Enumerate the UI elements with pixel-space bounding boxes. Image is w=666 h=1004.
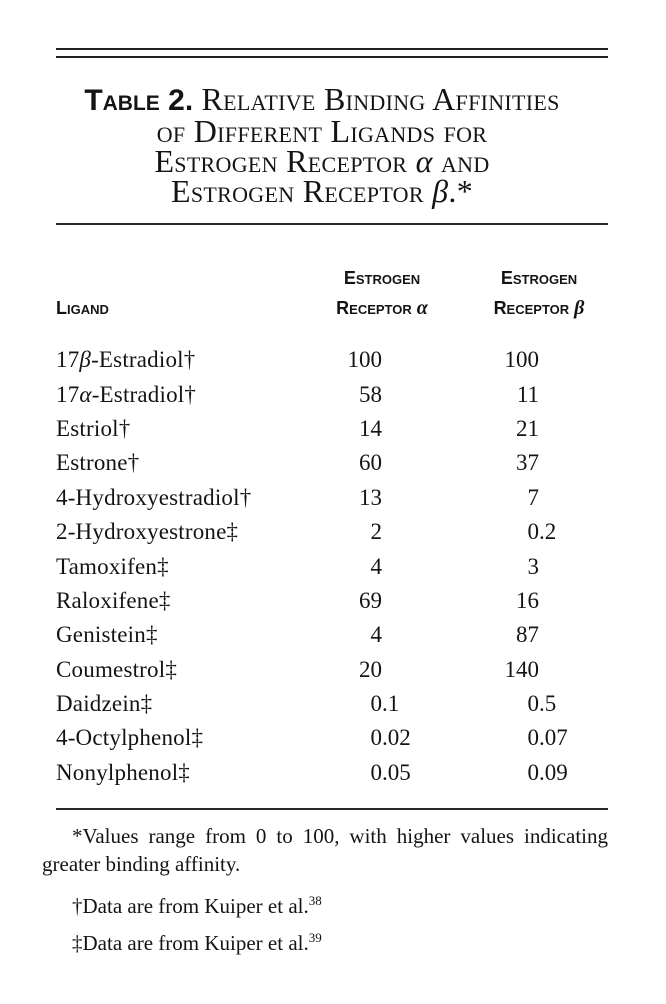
ligand-cell: 4-Octylphenol‡ — [56, 725, 204, 751]
ligand-cell: 17β-Estradiol† — [56, 347, 196, 373]
table-row — [56, 549, 608, 583]
er-beta-value: 87 — [516, 622, 539, 648]
table-row — [56, 653, 608, 687]
table-title-line2: of Different Ligands for — [156, 113, 488, 149]
table-title — [56, 81, 608, 209]
er-alpha-value: 20 — [359, 656, 382, 682]
table-title-line3: Estrogen Receptor α and — [154, 143, 490, 179]
table-row — [56, 618, 608, 652]
footnotes — [42, 822, 608, 957]
column-header-er-alpha: Estrogen Receptor α — [336, 268, 428, 319]
column-header-row — [56, 263, 608, 323]
table-row — [56, 687, 608, 721]
table-2-container — [56, 48, 608, 810]
ligand-cell: Estrone† — [56, 450, 140, 476]
table-label: Table 2. — [84, 84, 194, 117]
er-beta-value: 0 .07 — [527, 725, 568, 751]
footnote-asterisk: *Values range from 0 to 100, with higher values indicating greater binding affinity. — [42, 824, 608, 876]
er-alpha-value: 0 .1 — [370, 691, 400, 717]
er-alpha-value: 0 .05 — [370, 759, 411, 785]
er-alpha-value: 69 — [359, 587, 382, 613]
table-body — [56, 343, 608, 790]
er-alpha-value: 13 — [359, 484, 382, 510]
footnote-double-dagger: ‡Data are from Kuiper et al.$^{39}$ — [72, 930, 322, 955]
ligand-cell: 17α-Estradiol† — [56, 381, 197, 407]
er-alpha-value: 60 — [359, 450, 382, 476]
ligand-cell: Estriol† — [56, 415, 131, 441]
ligand-cell: Genistein‡ — [56, 622, 158, 648]
er-alpha-value: 58 — [359, 381, 382, 407]
er-beta-value: 7 — [527, 484, 539, 510]
er-alpha-value: 4 — [370, 553, 382, 579]
table-row — [56, 721, 608, 755]
er-beta-value: 0 .09 — [527, 759, 568, 785]
er-alpha-value: 4 — [370, 622, 382, 648]
ligand-cell: Raloxifene‡ — [56, 587, 171, 613]
table-row — [56, 584, 608, 618]
er-beta-value: 11 — [516, 381, 539, 407]
table-title-line4: Estrogen Receptor β.* — [171, 173, 473, 209]
er-alpha-value: 100 — [347, 347, 382, 373]
column-header-er-beta: Estrogen Receptor β — [493, 268, 585, 319]
table-row — [56, 377, 608, 411]
footnote-dagger: †Data are from Kuiper et al.$^{38}$ — [72, 893, 322, 918]
er-alpha-value: 2 — [370, 519, 382, 545]
top-double-rule — [56, 48, 608, 58]
table-row — [56, 446, 608, 480]
reference-superscript: 38 — [308, 893, 322, 908]
table-row — [56, 756, 608, 790]
ligand-cell: Tamoxifen‡ — [56, 553, 169, 579]
table-row — [56, 343, 608, 377]
title-separator-rule — [56, 223, 608, 225]
er-beta-value: 100 — [504, 347, 539, 373]
table-row — [56, 515, 608, 549]
bottom-rule — [56, 808, 608, 810]
ligand-cell: 4-Hydroxyestradiol† — [56, 484, 252, 510]
er-beta-value: 0 .5 — [527, 691, 557, 717]
ligand-cell: Daidzein‡ — [56, 691, 153, 717]
reference-superscript: 39 — [308, 930, 322, 945]
er-alpha-value: 0 .02 — [370, 725, 411, 751]
ligand-cell: Nonylphenol‡ — [56, 759, 190, 785]
er-alpha-value: 14 — [359, 415, 382, 441]
er-beta-value: 37 — [516, 450, 539, 476]
ligand-cell: 2-Hydroxyestrone‡ — [56, 519, 239, 545]
er-beta-value: 140 — [504, 656, 539, 682]
table-title-line1: Table 2. Relative Binding Affinities — [84, 81, 560, 117]
ligand-cell: Coumestrol‡ — [56, 656, 178, 682]
table-row — [56, 412, 608, 446]
column-header-ligand: Ligand — [56, 298, 109, 318]
table-row — [56, 481, 608, 515]
er-beta-value: 3 — [527, 553, 539, 579]
er-beta-value: 16 — [516, 587, 539, 613]
er-beta-value: 21 — [516, 415, 539, 441]
er-beta-value: 0 .2 — [527, 519, 557, 545]
